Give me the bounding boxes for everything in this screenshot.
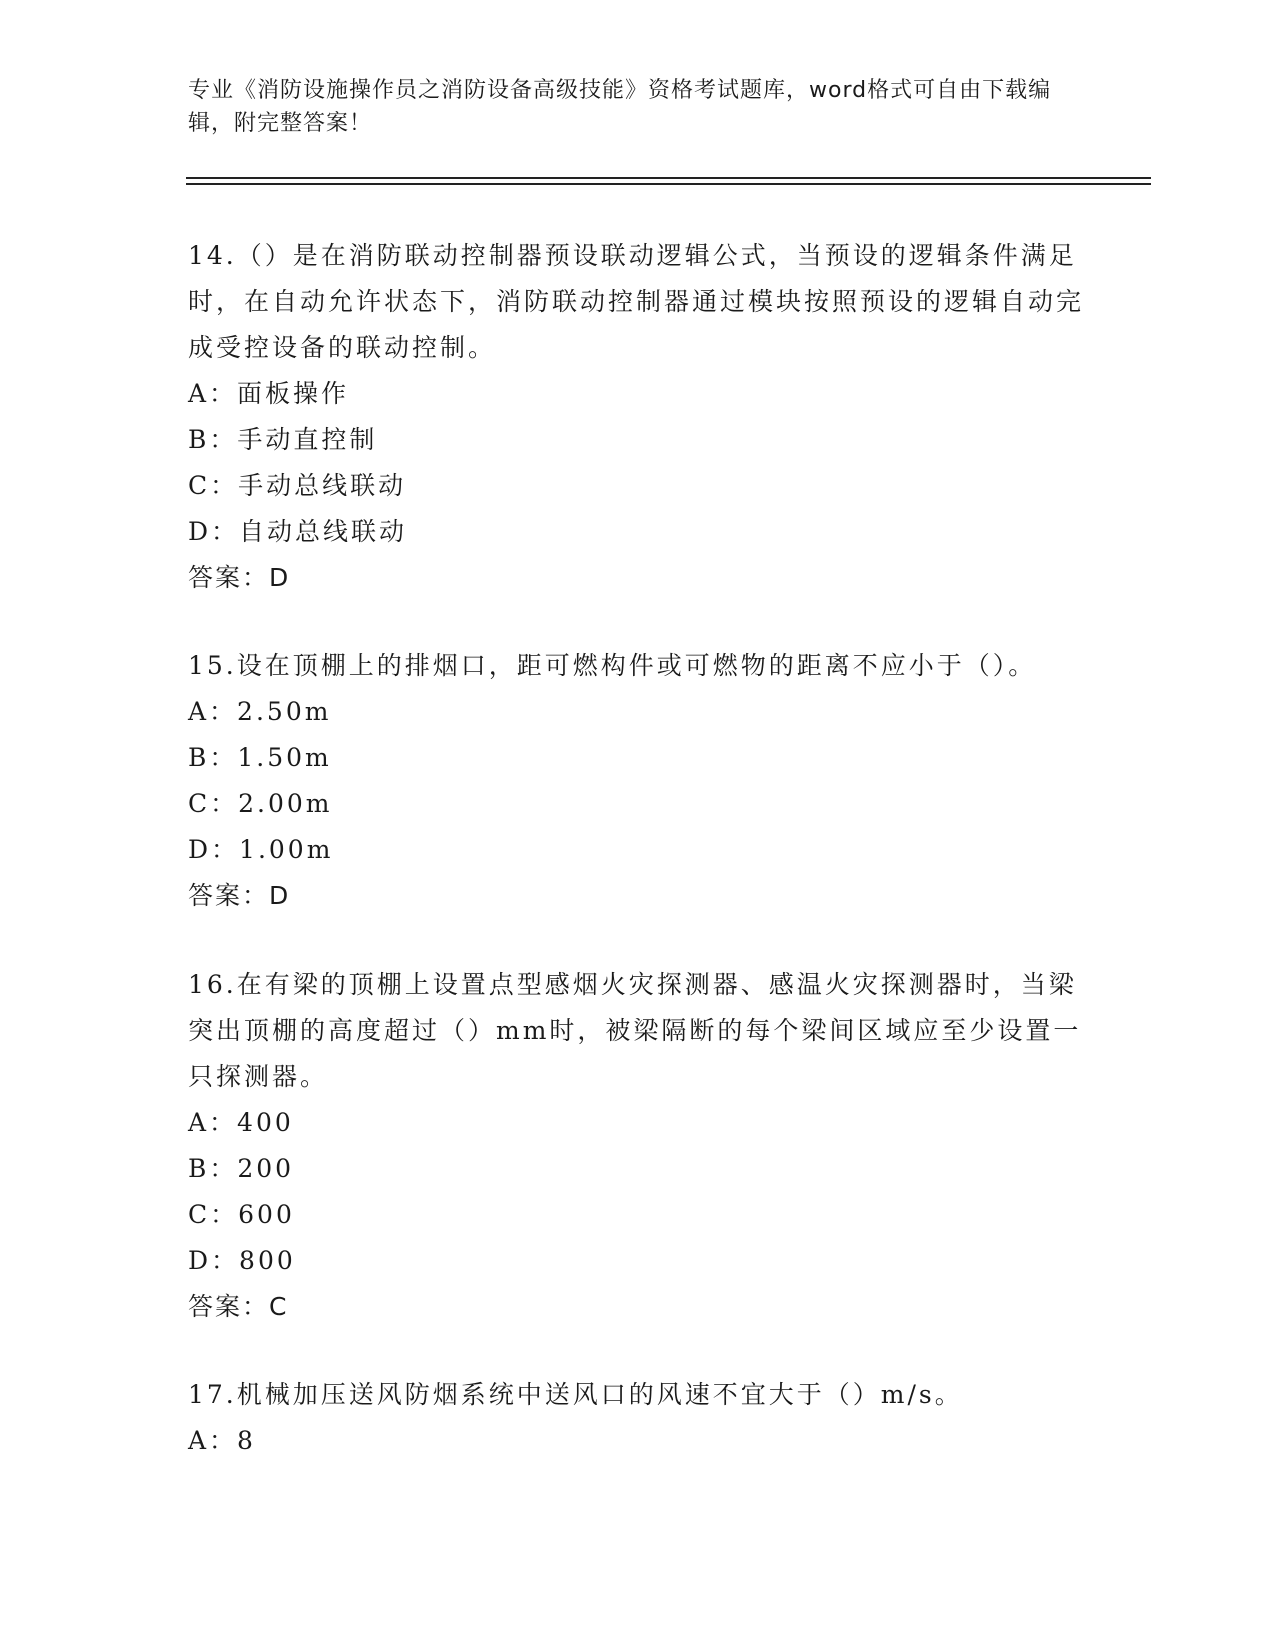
- question-stem: 17.机械加压送风防烟系统中送风口的风速不宜大于（）m/s。: [188, 1380, 963, 1409]
- option-a: A：2.50m: [188, 697, 332, 726]
- answer: 答案：D: [188, 563, 291, 592]
- option-c: C：2.00m: [188, 789, 333, 818]
- option-a: A：8: [188, 1426, 256, 1455]
- option-a: A：面板操作: [188, 379, 350, 408]
- option-a: A：400: [188, 1108, 294, 1137]
- option-c: C：手动总线联动: [188, 471, 407, 500]
- answer: 答案：C: [188, 1292, 289, 1321]
- header-divider-bottom: [186, 183, 1151, 185]
- option-b: B：200: [188, 1154, 295, 1183]
- option-d: D：1.00m: [188, 835, 334, 864]
- answer: 答案：D: [188, 881, 291, 910]
- question-stem: 14.（）是在消防联动控制器预设联动逻辑公式，当预设的逻辑条件满足时，在自动允许状态下，消防联动控制器通过模块按照预设的逻辑自动完成受控设备的联动控制。: [188, 241, 1085, 362]
- question-stem: 15.设在顶棚上的排烟口，距可燃构件或可燃物的距离不应小于（）。: [188, 651, 1037, 680]
- header-divider-top: [186, 177, 1151, 179]
- question-14: [188, 233, 1088, 601]
- question-16: [188, 962, 1088, 1330]
- question-stem: 16.在有梁的顶棚上设置点型感烟火灾探测器、感温火灾探测器时，当梁突出顶棚的高度超过（）mm时，被梁隔断的每个梁间区域应至少设置一只探测器。: [188, 970, 1082, 1091]
- option-b: B：1.50m: [188, 743, 332, 772]
- document-header: 专业《消防设施操作员之消防设备高级技能》资格考试题库，word格式可自由下载编辑，附完整答案！: [188, 78, 1052, 136]
- option-c: C：600: [188, 1200, 295, 1229]
- option-d: D：800: [188, 1246, 296, 1275]
- option-b: B：手动直控制: [188, 425, 378, 454]
- question-17: [188, 1372, 1088, 1464]
- option-d: D：自动总线联动: [188, 517, 408, 546]
- question-15: [188, 643, 1088, 919]
